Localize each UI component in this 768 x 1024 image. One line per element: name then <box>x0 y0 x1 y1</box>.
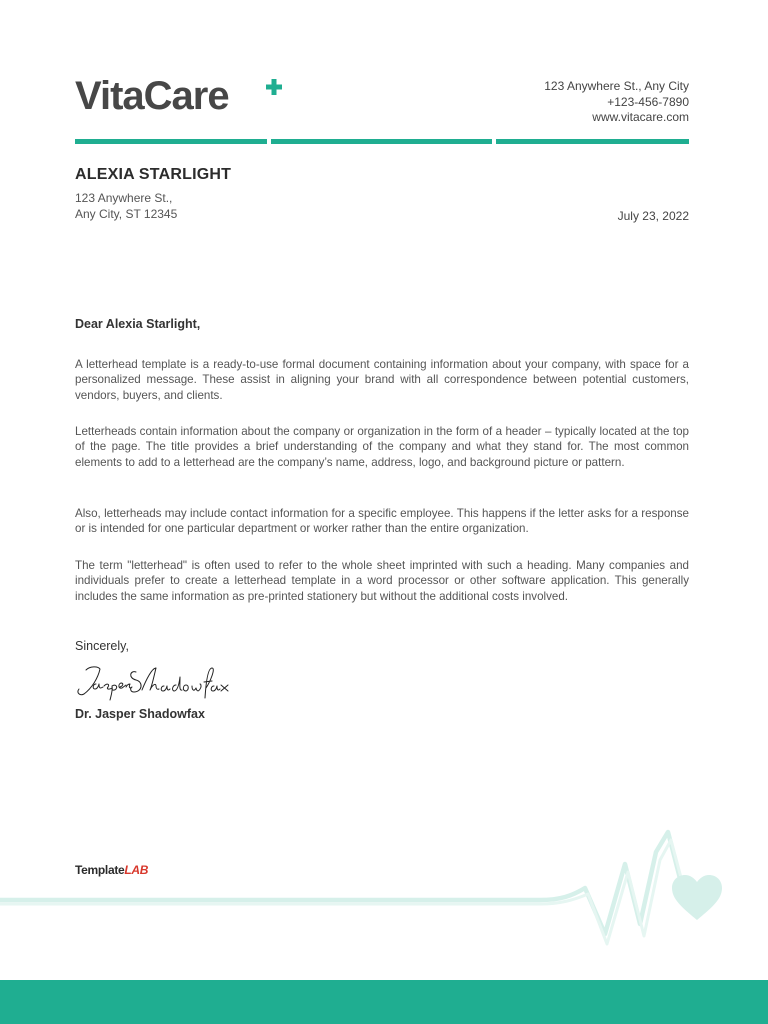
company-phone: +123-456-7890 <box>607 94 689 109</box>
body-paragraph: Also, letterheads may include contact information for a specific employee. This happens if the letter asks for a response or is intended for one particular department or worker rather than the entire organization. <box>75 507 689 536</box>
recipient-name: ALEXIA STARLIGHT <box>75 166 232 183</box>
footer-band <box>0 980 768 1024</box>
watermark-text: Template <box>75 863 125 877</box>
salutation: Dear Alexia Starlight, <box>75 317 201 331</box>
brand-name: VitaCare <box>75 74 229 118</box>
company-website: www.vitacare.com <box>592 110 689 124</box>
recipient-address-line: 123 Anywhere St., <box>75 191 173 205</box>
medical-cross-icon <box>266 79 282 95</box>
recipient-address <box>75 191 177 222</box>
company-address: 123 Anywhere St., Any City <box>544 79 689 93</box>
letter-date: July 23, 2022 <box>617 209 689 223</box>
closing: Sincerely, <box>75 639 129 653</box>
company-contact <box>544 79 689 126</box>
heartbeat-heart-icon <box>0 824 768 954</box>
body-paragraph: The term "letterhead" is often used to refer to the whole sheet imprinted with such a heading. Many companies and individuals prefer to create a letterhead template in a word processor or other software application. This generally includes the same information as pre-printed stationery but without the additional costs involved. <box>75 559 689 603</box>
header-divider-segment <box>271 139 492 144</box>
body-paragraph: Letterheads contain information about the company or organization in the form of a header – typically located at the top of the page. The title provides a brief understanding of the company and what they stand for. The most common elements to add to a letterhead are the company’s name, address, logo, and background picture or pattern. <box>75 425 689 469</box>
signature <box>72 660 232 702</box>
recipient-address-line: Any City, ST 12345 <box>75 206 178 221</box>
watermark-text-accent: LAB <box>124 863 149 877</box>
header-divider-segment <box>75 139 267 144</box>
signer-name: Dr. Jasper Shadowfax <box>75 707 205 721</box>
header-divider-segment <box>496 139 689 144</box>
body-paragraph: A letterhead template is a ready-to-use formal document containing information about your company, with space for a personalized message. These assist in aligning your brand with all correspondence between potential customers, vendors, buyers, and clients. <box>75 358 689 402</box>
